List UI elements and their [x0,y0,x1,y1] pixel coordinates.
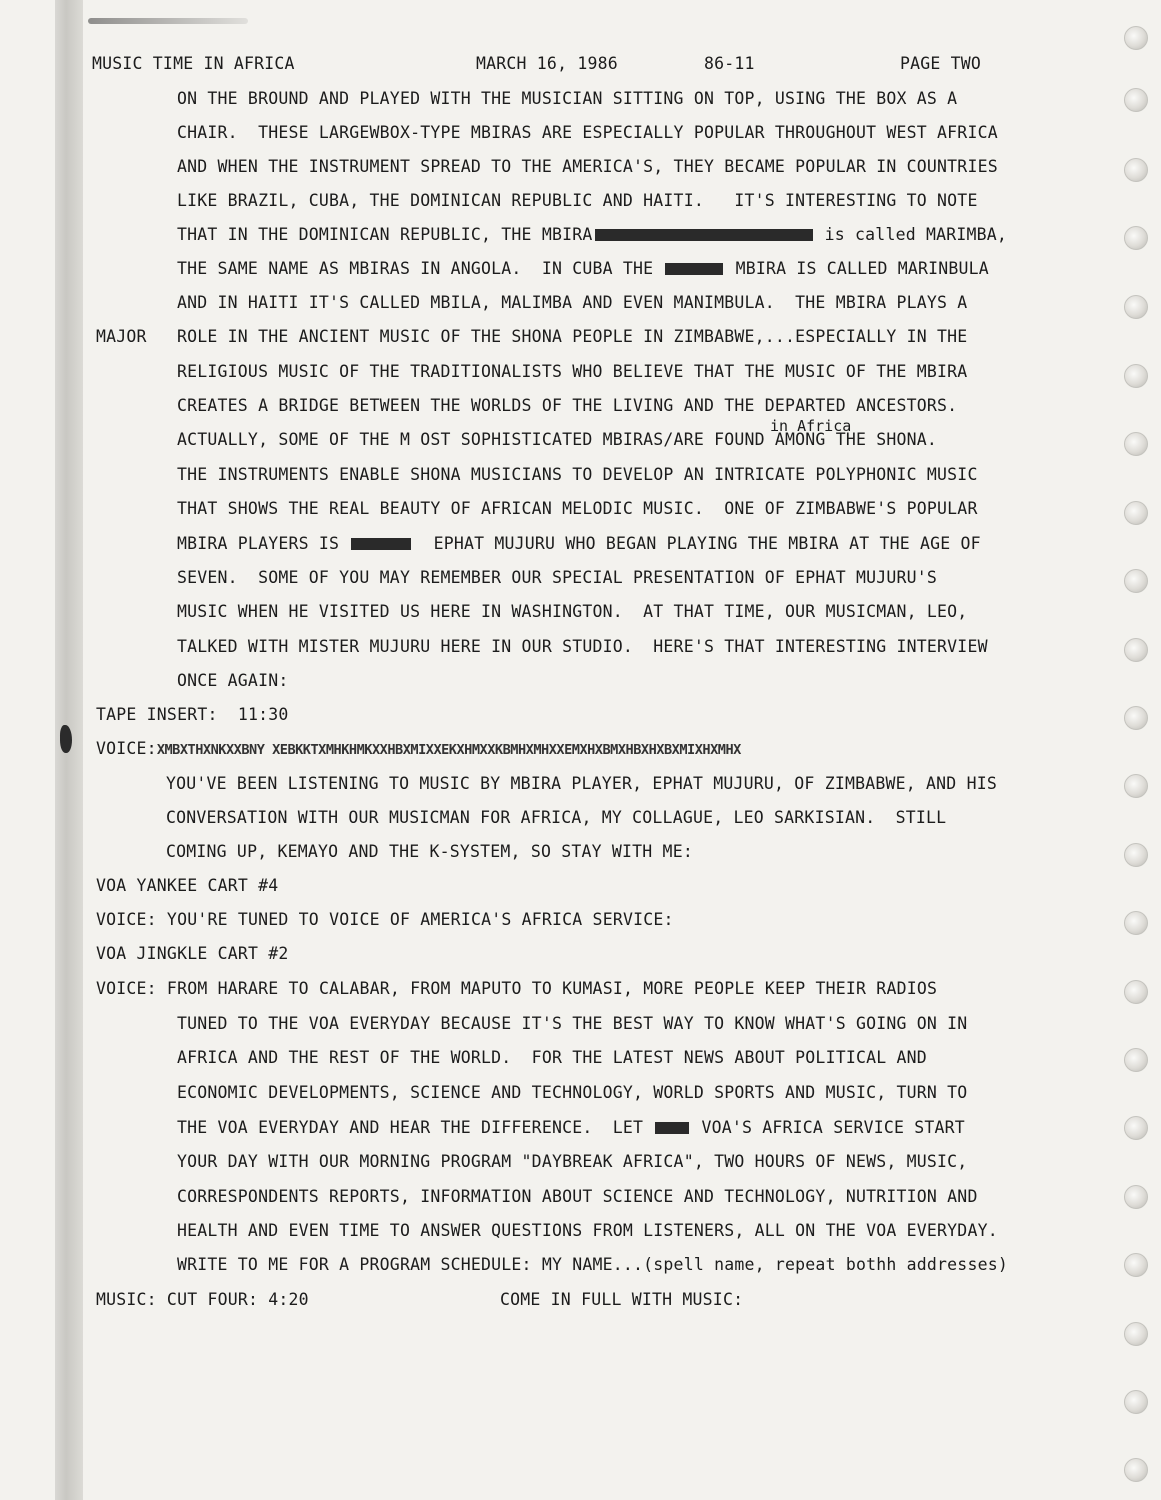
perforation-hole [1124,774,1148,798]
perforation-hole [1124,1390,1148,1414]
paper-tear-mark [60,725,72,753]
header-program: MUSIC TIME IN AFRICA [92,54,295,73]
body-line [177,534,981,554]
voice-line: CORRESPONDENTS REPORTS, INFORMATION ABOUT SCIENCE AND TECHNOLOGY, NUTRITION AND [177,1187,978,1206]
body-line: ACTUALLY, SOME OF THE M OST SOPHISTICATED MBIRAS/ARE FOUND AMONG THE SHONA. [177,430,938,449]
perforation-hole [1124,911,1148,935]
body-line: ONCE AGAIN: [177,671,289,690]
redaction-mark [595,229,813,241]
voice-label: VOICE: [96,739,157,758]
redaction-mark [655,1122,689,1134]
voice-cue: VOICE: FROM HARARE TO CALABAR, FROM MAPUTO TO KUMASI, MORE PEOPLE KEEP THEIR RADIOS [96,979,938,998]
voice-line: COMING UP, KEMAYO AND THE K-SYSTEM, SO STAY WITH ME: [166,842,693,861]
perforation-hole [1124,1185,1148,1209]
redaction-mark [351,538,411,550]
perforation-hole [1124,158,1148,182]
perforation-hole [1124,501,1148,525]
line-text: is called MARIMBA, [824,225,1008,244]
body-line: LIKE BRAZIL, CUBA, THE DOMINICAN REPUBLIC AND HAITI. IT'S INTERESTING TO NOTE [177,191,978,210]
voice-line: TUNED TO THE VOA EVERYDAY BECAUSE IT'S THE BEST WAY TO KNOW WHAT'S GOING ON IN [177,1014,968,1033]
line-text: THAT IN THE DOMINICAN REPUBLIC, THE MBIRA [177,225,593,244]
header-number: 86-11 [704,54,755,73]
handwritten-insert-note: in Africa [770,417,852,435]
tape-insert-cue: TAPE INSERT: 11:30 [96,705,289,724]
perforation-hole [1124,432,1148,456]
voice-line: YOUR DAY WITH OUR MORNING PROGRAM "DAYBREAK AFRICA", TWO HOURS OF NEWS, MUSIC, [177,1152,968,1171]
body-line: ON THE BROUND AND PLAYED WITH THE MUSICIAN SITTING ON TOP, USING THE BOX AS A [177,89,958,108]
perforation-hole [1124,569,1148,593]
perforation-hole [1124,1458,1148,1482]
body-line [177,259,989,279]
perforation-hole [1124,26,1148,50]
margin-word: MAJOR [96,327,147,346]
body-line: AND IN HAITI IT'S CALLED MBILA, MALIMBA AND EVEN MANIMBULA. THE MBIRA PLAYS A [177,293,968,312]
voice-line: HEALTH AND EVEN TIME TO ANSWER QUESTIONS FROM LISTENERS, ALL ON THE VOA EVERYDAY. [177,1221,998,1240]
body-line: CREATES A BRIDGE BETWEEN THE WORLDS OF THE LIVING AND THE DEPARTED ANCESTORS. [177,396,958,415]
line-text: VOA'S AFRICA SERVICE START [701,1118,965,1137]
music-note: COME IN FULL WITH MUSIC: [500,1290,744,1309]
perforation-hole [1124,706,1148,730]
perforation-hole [1124,226,1148,250]
line-text: MBIRA IS CALLED MARINBULA [735,259,989,278]
perforation-hole [1124,843,1148,867]
perforation-hole [1124,1322,1148,1346]
line-text: MBIRA PLAYERS IS [177,534,340,553]
body-line: TALKED WITH MISTER MUJURU HERE IN OUR STUDIO. HERE'S THAT INTERESTING INTERVIEW [177,637,988,656]
header-date: MARCH 16, 1986 [476,54,618,73]
perforation-hole [1124,88,1148,112]
header-page: PAGE TWO [900,54,982,73]
voice-line: YOU'VE BEEN LISTENING TO MUSIC BY MBIRA PLAYER, EPHAT MUJURU, OF ZIMBABWE, AND HIS [166,774,997,793]
music-cue: MUSIC: CUT FOUR: 4:20 [96,1290,309,1309]
body-line: MUSIC WHEN HE VISITED US HERE IN WASHINGTON. AT THAT TIME, OUR MUSICMAN, LEO, [177,602,968,621]
body-line: SEVEN. SOME OF YOU MAY REMEMBER OUR SPECIAL PRESENTATION OF EPHAT MUJURU'S [177,568,938,587]
ink-smudge [88,18,248,24]
body-line: AND WHEN THE INSTRUMENT SPREAD TO THE AMERICA'S, THEY BECAME POPULAR IN COUNTRIES [177,157,998,176]
voice-cue: VOICE: YOU'RE TUNED TO VOICE OF AMERICA'S AFRICA SERVICE: [96,910,674,929]
line-text: THE SAME NAME AS MBIRAS IN ANGOLA. IN CUBA THE [177,259,654,278]
perforation-hole [1124,1253,1148,1277]
cart-cue: VOA JINGKLE CART #2 [96,944,289,963]
line-text: EPHAT MUJURU WHO BEGAN PLAYING THE MBIRA AT THE AGE OF [433,534,981,553]
body-line [177,225,1007,245]
body-line: RELIGIOUS MUSIC OF THE TRADITIONALISTS WHO BELIEVE THAT THE MUSIC OF THE MBIRA [177,362,968,381]
body-line: THAT SHOWS THE REAL BEAUTY OF AFRICAN MELODIC MUSIC. ONE OF ZIMBABWE'S POPULAR [177,499,978,518]
struck-through-text: XMBXTHXNKXXBNY XEBKKTXMHKHMKXXHBXMIXXEKXHMXXKBMHXMHXXEMXHXBMXHBXHXBXMIXHXMHX [156,742,741,758]
voice-line: ECONOMIC DEVELOPMENTS, SCIENCE AND TECHNOLOGY, WORLD SPORTS AND MUSIC, TURN TO [177,1083,968,1102]
cart-cue: VOA YANKEE CART #4 [96,876,279,895]
perforation-hole [1124,1048,1148,1072]
redaction-mark [665,263,723,275]
perforation-hole [1124,295,1148,319]
body-line: THE INSTRUMENTS ENABLE SHONA MUSICIANS TO DEVELOP AN INTRICATE POLYPHONIC MUSIC [177,465,978,484]
body-line: ROLE IN THE ANCIENT MUSIC OF THE SHONA PEOPLE IN ZIMBABWE,...ESPECIALLY IN THE [177,327,968,346]
body-line: CHAIR. THESE LARGEWBOX-TYPE MBIRAS ARE ESPECIALLY POPULAR THROUGHOUT WEST AFRICA [177,123,998,142]
voice-line: AFRICA AND THE REST OF THE WORLD. FOR THE LATEST NEWS ABOUT POLITICAL AND [177,1048,927,1067]
line-text: THE VOA EVERYDAY AND HEAR THE DIFFERENCE. LET [177,1118,644,1137]
perforation-hole [1124,980,1148,1004]
perforation-hole [1124,638,1148,662]
voice-line: WRITE TO ME FOR A PROGRAM SCHEDULE: MY NAME...(spell name, repeat bothh addresses) [177,1255,1008,1274]
voice-line: CONVERSATION WITH OUR MUSICMAN FOR AFRICA, MY COLLAGUE, LEO SARKISIAN. STILL [166,808,947,827]
perforation-hole [1124,1116,1148,1140]
perforation-hole [1124,364,1148,388]
voice-line [177,1118,965,1138]
voice-cue-line [96,739,741,760]
